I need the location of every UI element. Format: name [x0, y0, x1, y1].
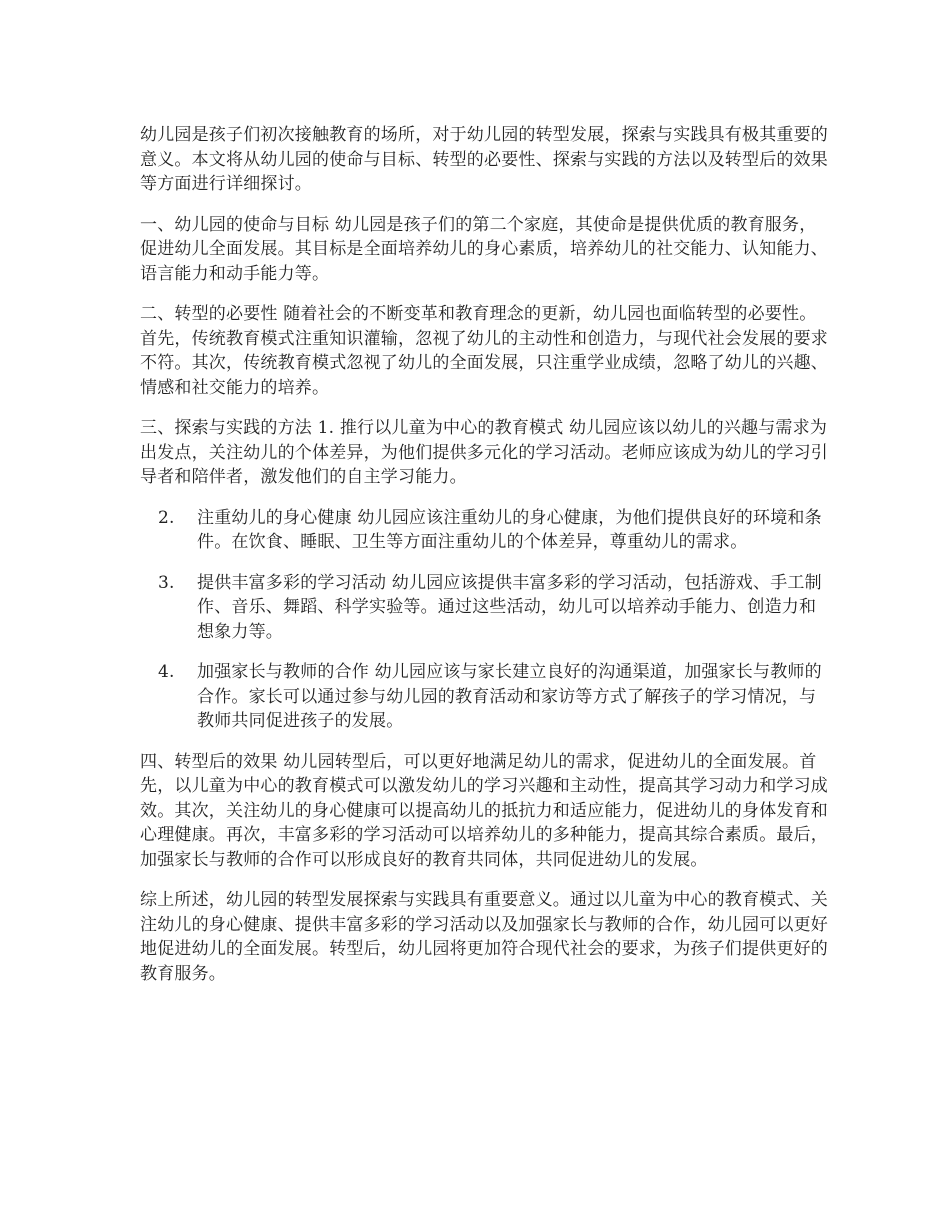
list-item-text: 加强家长与教师的合作 幼儿园应该与家长建立良好的沟通渠道，加强家长与教师的合作。家长可以通过参与幼儿园的教育活动和家访等方式了解孩子的学习情况，与教师共同促进孩子的发展。 — [197, 662, 822, 731]
list-item-number: 2. — [158, 507, 175, 528]
section-methods-paragraph: 三、探索与实践的方法 1. 推行以儿童为中心的教育模式 幼儿园应该以幼儿的兴趣与需求为出发点，关注幼儿的个体差异，为他们提供多元化的学习活动。老师应该成为幼儿的学习引导者和陪伴者，激发他们的自主学习能力。 — [140, 418, 828, 487]
conclusion-paragraph: 综上所述，幼儿园的转型发展探索与实践具有重要意义。通过以儿童为中心的教育模式、关注幼儿的身心健康、提供丰富多彩的学习活动以及加强家长与教师的合作，幼儿园可以更好地促进幼儿的全面发展。转型后，幼儿园将更加符合现代社会的要求，为孩子们提供更好的教育服务。 — [140, 890, 828, 984]
list-item-text: 提供丰富多彩的学习活动 幼儿园应该提供丰富多彩的学习活动，包括游戏、手工制作、音乐、舞蹈、科学实验等。通过这些活动，幼儿可以培养动手能力、创造力和想象力等。 — [197, 572, 822, 642]
intro-paragraph: 幼儿园是孩子们初次接触教育的场所，对于幼儿园的转型发展，探索与实践具有极其重要的意义。本文将从幼儿园的使命与目标、转型的必要性、探索与实践的方法以及转型后的效果等方面进行详细探讨。 — [140, 125, 828, 194]
section-effects-paragraph: 四、转型后的效果 幼儿园转型后，可以更好地满足幼儿的需求，促进幼儿的全面发展。首先，以儿童为中心的教育模式可以激发幼儿的学习兴趣和主动性，提高其学习动力和学习成效。其次，关注幼儿的身心健康可以提高幼儿的抵抗力和适应能力，促进幼儿的身体发育和心理健康。再次，丰富多彩的学习活动可以培养幼儿的多种能力，提高其综合素质。最后，加强家长与教师的合作可以形成良好的教育共同体，共同促进幼儿的发展。 — [140, 751, 828, 870]
list-item — [140, 571, 830, 645]
list-item-text: 注重幼儿的身心健康 幼儿园应该注重幼儿的身心健康，为他们提供良好的环境和条件。在饮食、睡眠、卫生等方面注重幼儿的个体差异，尊重幼儿的需求。 — [197, 507, 822, 552]
list-item-number: 4. — [158, 662, 175, 682]
document-body — [140, 123, 830, 1002]
list-item-number: 3. — [158, 572, 175, 593]
section-mission-paragraph: 一、幼儿园的使命与目标 幼儿园是孩子们的第二个家庭，其使命是提供优质的教育服务，促进幼儿全面发展。其目标是全面培养幼儿的身心素质，培养幼儿的社交能力、认知能力、语言能力和动手能力等。 — [140, 214, 828, 284]
list-item — [140, 506, 830, 555]
list-item — [140, 660, 830, 734]
section-necessity-paragraph: 二、转型的必要性 随着社会的不断变革和教育理念的更新，幼儿园也面临转型的必要性。首先，传统教育模式注重知识灌输，忽视了幼儿的主动性和创造力，与现代社会发展的要求不符。其次，传统教育模式忽视了幼儿的全面发展，只注重学业成绩，忽略了幼儿的兴趣、情感和社交能力的培养。 — [140, 304, 828, 398]
